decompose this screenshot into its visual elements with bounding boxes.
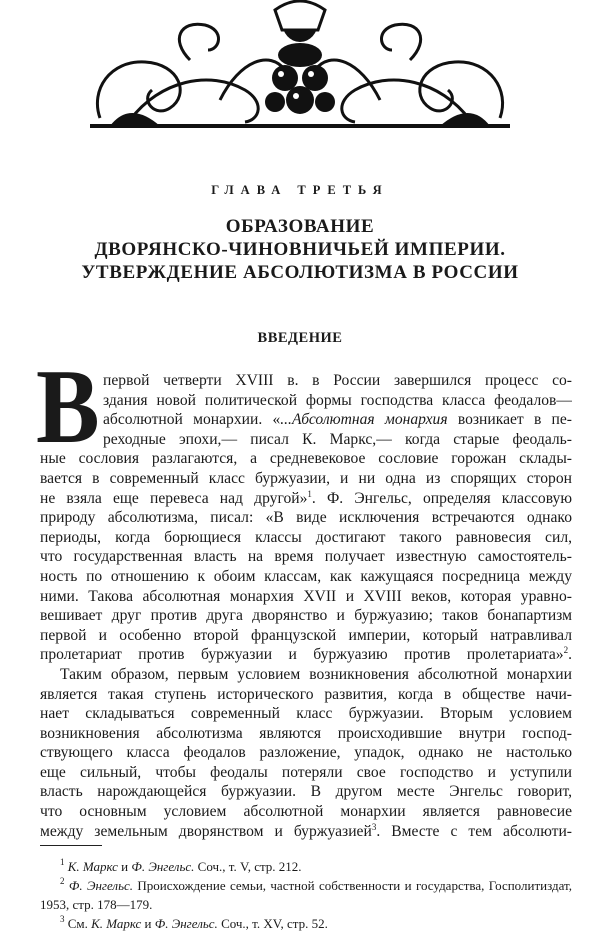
italic-text: К. Маркс (91, 916, 142, 931)
footnote-ref: 1 (307, 488, 312, 499)
footnote (40, 914, 572, 933)
text-line (40, 782, 572, 802)
text-run: ные сословия разлагаются, а средневековое сословие горожан склады- (40, 450, 572, 468)
text-line (40, 587, 572, 607)
text-line (40, 606, 572, 626)
text-run: Происхождение семьи, частной собственности и государства, Госполитиздат, 1953, стр. 178—179. (40, 878, 572, 912)
decorative-ornament-icon (70, 0, 530, 140)
text-run: власть нарождающейся буржуазии. В другом месте Энгельс говорит, (40, 783, 572, 801)
italic-text: Ф. Энгельс. (68, 878, 134, 893)
text-run: не взяла еще перевеса над другой» (40, 489, 308, 507)
text-line (40, 724, 572, 744)
text-run: здания новой политической формы господства класса феодалов— (103, 391, 572, 409)
text-run: . Ф. Энгельс, определяя классовую (311, 489, 572, 507)
text-run: Таким образом, первым условием возникновения абсолютной монархии (60, 665, 572, 683)
text-line (40, 645, 572, 665)
text-line (40, 763, 572, 783)
text-run: и (117, 859, 132, 874)
text-line (40, 508, 572, 528)
footnote-ref: 3 (371, 821, 377, 832)
text-run: между земельным дворянством и буржуазией (40, 822, 372, 840)
chapter-title-line-1: ОБРАЗОВАНИЕ (225, 216, 375, 237)
footnote (40, 876, 572, 914)
text-line (40, 685, 572, 705)
text-run: Соч., т. V, стр. 212. (194, 859, 302, 874)
text-run: вешивает друг против друга дворянство и буржуазию; таков бонапартизм (40, 607, 572, 625)
text-line (103, 430, 572, 450)
text-run: первой четверти XVIII в. в России завершился процесс со- (103, 372, 572, 389)
body-text (40, 371, 572, 841)
text-run: еще сильный, чтобы феодалы потеряли свое господство и уступили (40, 763, 572, 781)
text-line (103, 391, 572, 411)
footnote (40, 857, 572, 876)
text-line (103, 371, 572, 391)
text-run: что основным условием абсолютной монархии является равновесие (40, 803, 572, 821)
text-line (40, 802, 572, 822)
footnote-ref: 1 (60, 857, 65, 867)
footnote-ref: 3 (60, 914, 65, 924)
italic-text: К. Маркс (67, 859, 118, 874)
text-line (40, 489, 572, 509)
footnote-ref: 2 (60, 876, 65, 886)
text-run: возникает в пе- (447, 411, 572, 429)
section-heading: ВВЕДЕНИЕ (257, 330, 343, 346)
drop-cap: В (36, 348, 100, 465)
italic-text: Ф. Энгельс. (154, 916, 218, 931)
text-run: нает складываться современный класс буржуазии. Вторым условием (40, 705, 572, 723)
text-run: природу абсолютизма, писал: «В виде исключения встречаются однако (40, 509, 572, 527)
text-run: . Вместе с тем абсолюти- (376, 822, 572, 840)
text-run: и (141, 916, 155, 931)
text-line (40, 469, 572, 489)
italic-text: Ф. Энгельс. (131, 859, 195, 874)
chapter-title-line-3: УТВЕРЖДЕНИЕ АБСОЛЮТИЗМА В РОССИИ (81, 262, 519, 283)
text-run: абсолютной монархии. « (103, 411, 281, 429)
text-run: . (568, 646, 572, 664)
footnote-divider (40, 845, 102, 846)
text-run: ность по отношению к обоим классам, как кажущаяся посредница между (40, 567, 572, 585)
text-line (40, 567, 572, 587)
text-line (40, 449, 572, 469)
text-line (103, 410, 572, 430)
italic-text: ...Абсолютная монархия (280, 411, 448, 429)
text-run: Соч., т. XV, стр. 52. (217, 916, 328, 931)
text-run: реходные эпохи,— писал К. Маркс,— когда старые феодаль- (103, 430, 572, 448)
text-run: является такая ступень исторического развития, когда в обществе начи- (40, 685, 572, 703)
footnotes (40, 857, 572, 933)
footnote-ref: 2 (563, 645, 569, 656)
chapter-title-line-2: ДВОРЯНСКО-ЧИНОВНИЧЬЕЙ ИМПЕРИИ. (94, 239, 506, 260)
text-run: вается в современный класс буржуазии, и ни одна из спорящих сторон (40, 469, 572, 487)
text-line (40, 665, 572, 685)
chapter-label: ГЛАВА ТРЕТЬЯ (211, 183, 389, 197)
text-line (40, 743, 572, 763)
text-line (40, 547, 572, 567)
text-run: пролетариат против буржуазии и буржуазию против пролетариата» (40, 646, 564, 664)
text-run: ними. Такова абсолютная монархия XVII и XVIII веков, которая уравно- (40, 587, 572, 605)
text-run: возникновения абсолютизма являются происходившие внутри господ- (40, 724, 572, 742)
text-line (40, 704, 572, 724)
text-line (40, 822, 572, 842)
text-run: что государственная власть на время получает известную самостоятель- (40, 548, 572, 566)
text-run: первой и особенно второй французской империи, который натравливал (40, 626, 572, 644)
text-line (40, 626, 572, 646)
text-run: ствующего класса феодалов разложение, упадок, однако не настолько (40, 744, 572, 762)
text-run: См. (64, 916, 92, 931)
text-line (40, 528, 572, 548)
text-run: периоды, когда борющиеся классы достигают такого равновесия сил, (40, 528, 572, 546)
